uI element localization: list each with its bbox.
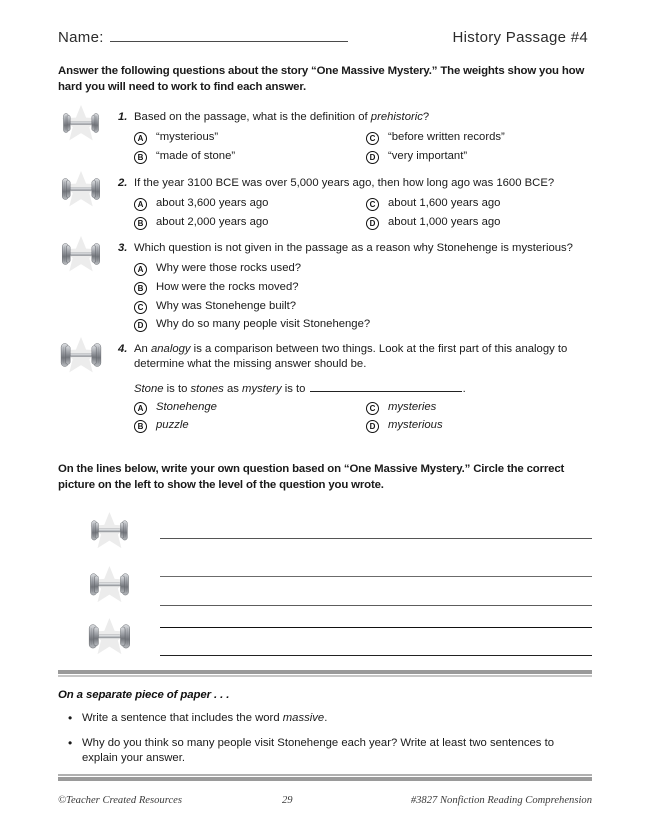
choice-label: “very important” (388, 149, 468, 162)
question-2 (58, 176, 592, 230)
intro-instructions: Answer the following questions about the story “One Massive Mystery.” The weights show you how hard you will need to work to find each answer. (58, 65, 585, 94)
choice-label: Stonehenge (156, 400, 217, 413)
dumbbell-medium-icon[interactable] (86, 565, 133, 611)
write-own-question-prompt: On the lines below, write your own question based on “One Massive Mystery.” Circle the correct picture on the left to show the level of the question you wrote. (58, 463, 565, 492)
footer-product-title: #3827 Nonfiction Reading Comprehension (410, 795, 592, 806)
choice-bubble-a[interactable]: A (134, 198, 147, 211)
answer-choice-d[interactable] (366, 418, 592, 433)
answer-choices (118, 400, 592, 433)
answer-choice-c[interactable] (134, 299, 592, 314)
name-input-line[interactable] (110, 28, 348, 42)
choice-bubble-b[interactable]: B (134, 151, 147, 164)
question-body (110, 110, 592, 164)
separator-above-separate-paper (58, 670, 592, 677)
weight-icon-svg (86, 617, 133, 658)
dumbbell-medium-icon (58, 235, 104, 280)
name-label: Name: (58, 29, 104, 46)
question-body (110, 176, 592, 230)
analogy-blank[interactable] (310, 380, 462, 392)
separator-bar-thin (58, 675, 592, 677)
question-stem (118, 241, 592, 256)
weight-icon-svg (86, 511, 133, 552)
choice-label: Why was Stonehenge built? (156, 299, 297, 312)
choice-label: about 3,600 years ago (156, 196, 269, 209)
weight-icon-svg (58, 336, 104, 376)
writing-line-3[interactable] (160, 605, 592, 606)
question-3 (58, 241, 592, 332)
answer-choice-a[interactable] (134, 130, 366, 145)
answer-choice-a[interactable] (134, 196, 366, 211)
choice-label: mysterious (388, 419, 443, 432)
weight-icon-svg (58, 235, 104, 275)
question-body (110, 342, 592, 433)
choice-label: How were the rocks moved? (156, 281, 299, 294)
answer-choice-c[interactable] (366, 400, 592, 415)
choice-label: “made of stone” (156, 149, 236, 162)
choice-label: “mysterious” (156, 131, 219, 144)
separator-above-footer (58, 774, 592, 781)
answer-choice-b[interactable] (134, 215, 366, 230)
answer-choice-d[interactable] (366, 149, 592, 164)
analogy-line: Stone is to stones as mystery is to . (118, 380, 592, 395)
question-number: 1. (118, 111, 128, 123)
answer-choice-b[interactable] (134, 149, 366, 164)
choice-bubble-c[interactable]: C (134, 301, 147, 314)
footer-page-number: 29 (282, 795, 293, 806)
passage-title: History Passage #4 (452, 29, 588, 46)
separator-bar-thick (58, 670, 592, 674)
choice-label: “before written records” (388, 131, 505, 144)
choice-label: Why do so many people visit Stonehenge? (156, 318, 371, 331)
question-body (110, 241, 592, 332)
writing-line-1[interactable] (160, 538, 592, 539)
choice-bubble-b[interactable]: B (134, 282, 147, 295)
choice-label: mysteries (388, 400, 437, 413)
student-writing-area (58, 505, 592, 657)
choice-bubble-d[interactable]: D (366, 217, 379, 230)
question-text: Which question is not given in the passage as a reason why Stonehenge is mysterious? (134, 242, 573, 255)
choice-bubble-d[interactable]: D (134, 319, 147, 332)
choice-bubble-c[interactable]: C (366, 402, 379, 415)
choice-bubble-d[interactable]: D (366, 420, 379, 433)
footer-copyright: ©Teacher Created Resources (58, 795, 182, 806)
dumbbell-light-icon[interactable] (86, 511, 133, 557)
questions-list (58, 110, 592, 445)
choice-bubble-b[interactable]: B (134, 217, 147, 230)
answer-choice-b[interactable] (134, 418, 366, 433)
choice-bubble-d[interactable]: D (366, 151, 379, 164)
choice-label: puzzle (156, 419, 189, 432)
answer-choices (118, 261, 592, 332)
question-stem (118, 342, 592, 373)
bullet-marker: • (68, 735, 73, 750)
footer-separator-thin (58, 774, 592, 776)
choice-bubble-c[interactable]: C (366, 198, 379, 211)
question-1 (58, 110, 592, 164)
answer-choice-b[interactable] (134, 280, 592, 295)
question-text: If the year 3100 BCE was over 5,000 years ago, then how long ago was 1600 BCE? (134, 176, 555, 189)
choice-label: about 1,000 years ago (388, 215, 501, 228)
answer-choice-d[interactable] (366, 215, 592, 230)
writing-line-5[interactable] (160, 655, 592, 656)
answer-choices (118, 130, 592, 163)
choice-label: Why were those rocks used? (156, 262, 302, 275)
separate-paper-bullets (58, 711, 592, 767)
question-4 (58, 342, 592, 433)
answer-choice-d[interactable] (134, 317, 592, 332)
answer-choice-a[interactable] (134, 400, 366, 415)
writing-line-4[interactable] (160, 627, 592, 628)
answer-choice-a[interactable] (134, 261, 592, 276)
dumbbell-light-icon (58, 104, 104, 149)
choice-bubble-a[interactable]: A (134, 263, 147, 276)
separate-paper-bullet-2 (58, 736, 592, 767)
page-header (58, 28, 588, 46)
separate-paper-section (58, 689, 592, 776)
choice-bubble-c[interactable]: C (366, 132, 379, 145)
choice-bubble-b[interactable]: B (134, 420, 147, 433)
weight-icon-svg (58, 170, 104, 210)
answer-choice-c[interactable] (366, 196, 592, 211)
bullet-text: Write a sentence that includes the word massive. (82, 712, 328, 724)
weight-icon-svg (58, 104, 104, 144)
name-block (58, 28, 348, 46)
bullet-marker: • (68, 711, 73, 725)
separate-paper-title: On a separate piece of paper . . . (58, 689, 230, 701)
question-text: Based on the passage, what is the definition of prehistoric? (134, 111, 430, 123)
weight-icon-svg (86, 565, 133, 606)
question-text: An analogy is a comparison between two things. Look at the first part of this analogy to determine what the missing answer should be. (134, 343, 568, 371)
choice-label: about 1,600 years ago (388, 196, 501, 209)
dumbbell-medium-icon (58, 170, 104, 215)
dumbbell-heavy-icon[interactable] (86, 617, 133, 663)
question-stem (118, 110, 592, 125)
separate-paper-bullet-1 (58, 711, 592, 727)
question-stem (118, 176, 592, 191)
question-number: 4. (118, 343, 128, 356)
writing-line-2[interactable] (160, 576, 592, 577)
dumbbell-heavy-icon (58, 336, 104, 381)
answer-choice-c[interactable] (366, 130, 592, 145)
question-number: 2. (118, 176, 128, 189)
answer-choices (118, 196, 592, 229)
choice-bubble-a[interactable]: A (134, 132, 147, 145)
bullet-text: Why do you think so many people visit Stonehenge each year? Write at least two sentences to explain your answer. (82, 736, 555, 765)
page-footer (58, 795, 592, 806)
choice-bubble-a[interactable]: A (134, 402, 147, 415)
footer-separator-thick (58, 777, 592, 781)
question-number: 3. (118, 242, 128, 255)
choice-label: about 2,000 years ago (156, 215, 269, 228)
